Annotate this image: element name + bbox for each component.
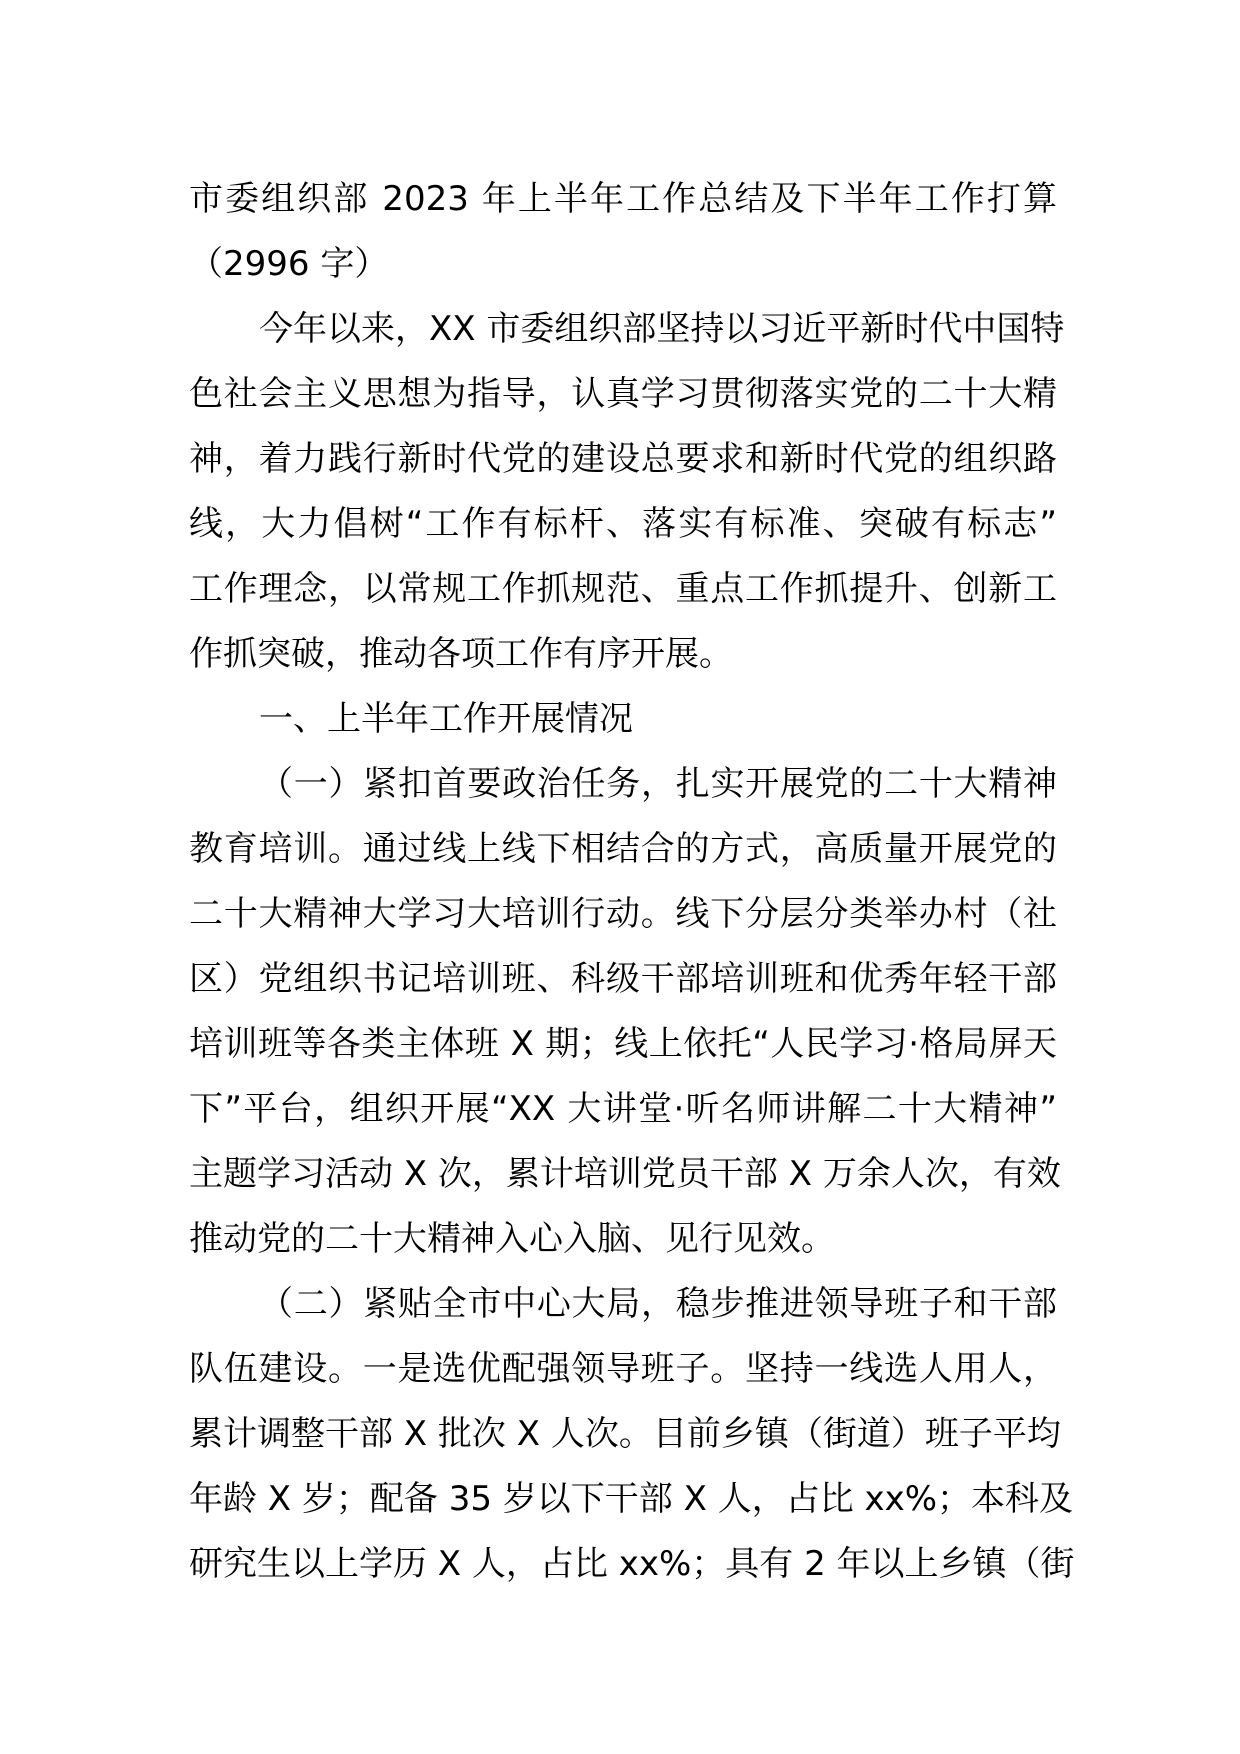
- paragraph-line: 教育培训。通过线上线下相结合的方式，高质量开展党的: [189, 829, 1057, 869]
- paragraph-line: 工作理念，以常规工作抓规范、重点工作抓提升、创新工: [189, 569, 1057, 609]
- paragraph-cadre-building: [189, 1272, 1075, 1597]
- paragraph-line: 累计调整干部 X 批次 X 人次。目前乡镇（街道）班子平均: [189, 1414, 1061, 1454]
- paragraph-line: 培训班等各类主体班 X 期；线上依托“人民学习·格局屏天: [189, 1024, 1057, 1064]
- paragraph-training: [189, 752, 1061, 1272]
- document-page: [189, 167, 1075, 1597]
- document-word-count: （2996 字）: [189, 244, 389, 284]
- paragraph-line: （一）紧扣首要政治任务，扎实开展党的二十大精神: [259, 764, 1057, 804]
- paragraph-line: 作抓突破，推动各项工作有序开展。: [189, 634, 733, 674]
- paragraph-line: 队伍建设。一是选优配强领导班子。坚持一线选人用人，: [189, 1349, 1057, 1389]
- paragraph-line: 二十大精神大学习大培训行动。线下分层分类举办村（社: [189, 894, 1057, 934]
- paragraph-line: 研究生以上学历 X 人，占比 xx%；具有 2 年以上乡镇（街: [189, 1544, 1075, 1584]
- paragraph-intro: [189, 297, 1065, 687]
- paragraph-line: 色社会主义思想为指导，认真学习贯彻落实党的二十大精: [189, 374, 1057, 414]
- paragraph-line: 区）党组织书记培训班、科级干部培训班和优秀年轻干部: [189, 959, 1057, 999]
- paragraph-line: 下”平台，组织开展“XX 大讲堂·听名师讲解二十大精神”: [189, 1089, 1057, 1129]
- paragraph-line: 神，着力践行新时代党的建设总要求和新时代党的组织路: [189, 439, 1057, 479]
- paragraph-line: 推动党的二十大精神入心入脑、见行见效。: [189, 1219, 835, 1259]
- document-title: 市委组织部 2023 年上半年工作总结及下半年工作打算: [189, 179, 1057, 219]
- paragraph-line: 主题学习活动 X 次，累计培训党员干部 X 万余人次，有效: [189, 1154, 1061, 1194]
- paragraph-line: 线，大力倡树“工作有标杆、落实有标准、突破有标志”: [189, 504, 1057, 544]
- paragraph-line: 年龄 X 岁；配备 35 岁以下干部 X 人，占比 xx%；本科及: [189, 1479, 1074, 1519]
- paragraph-line: 今年以来，XX 市委组织部坚持以习近平新时代中国特: [259, 309, 1065, 349]
- paragraph-line: （二）紧贴全市中心大局，稳步推进领导班子和干部: [259, 1284, 1057, 1324]
- section-heading: 一、上半年工作开展情况: [259, 699, 633, 739]
